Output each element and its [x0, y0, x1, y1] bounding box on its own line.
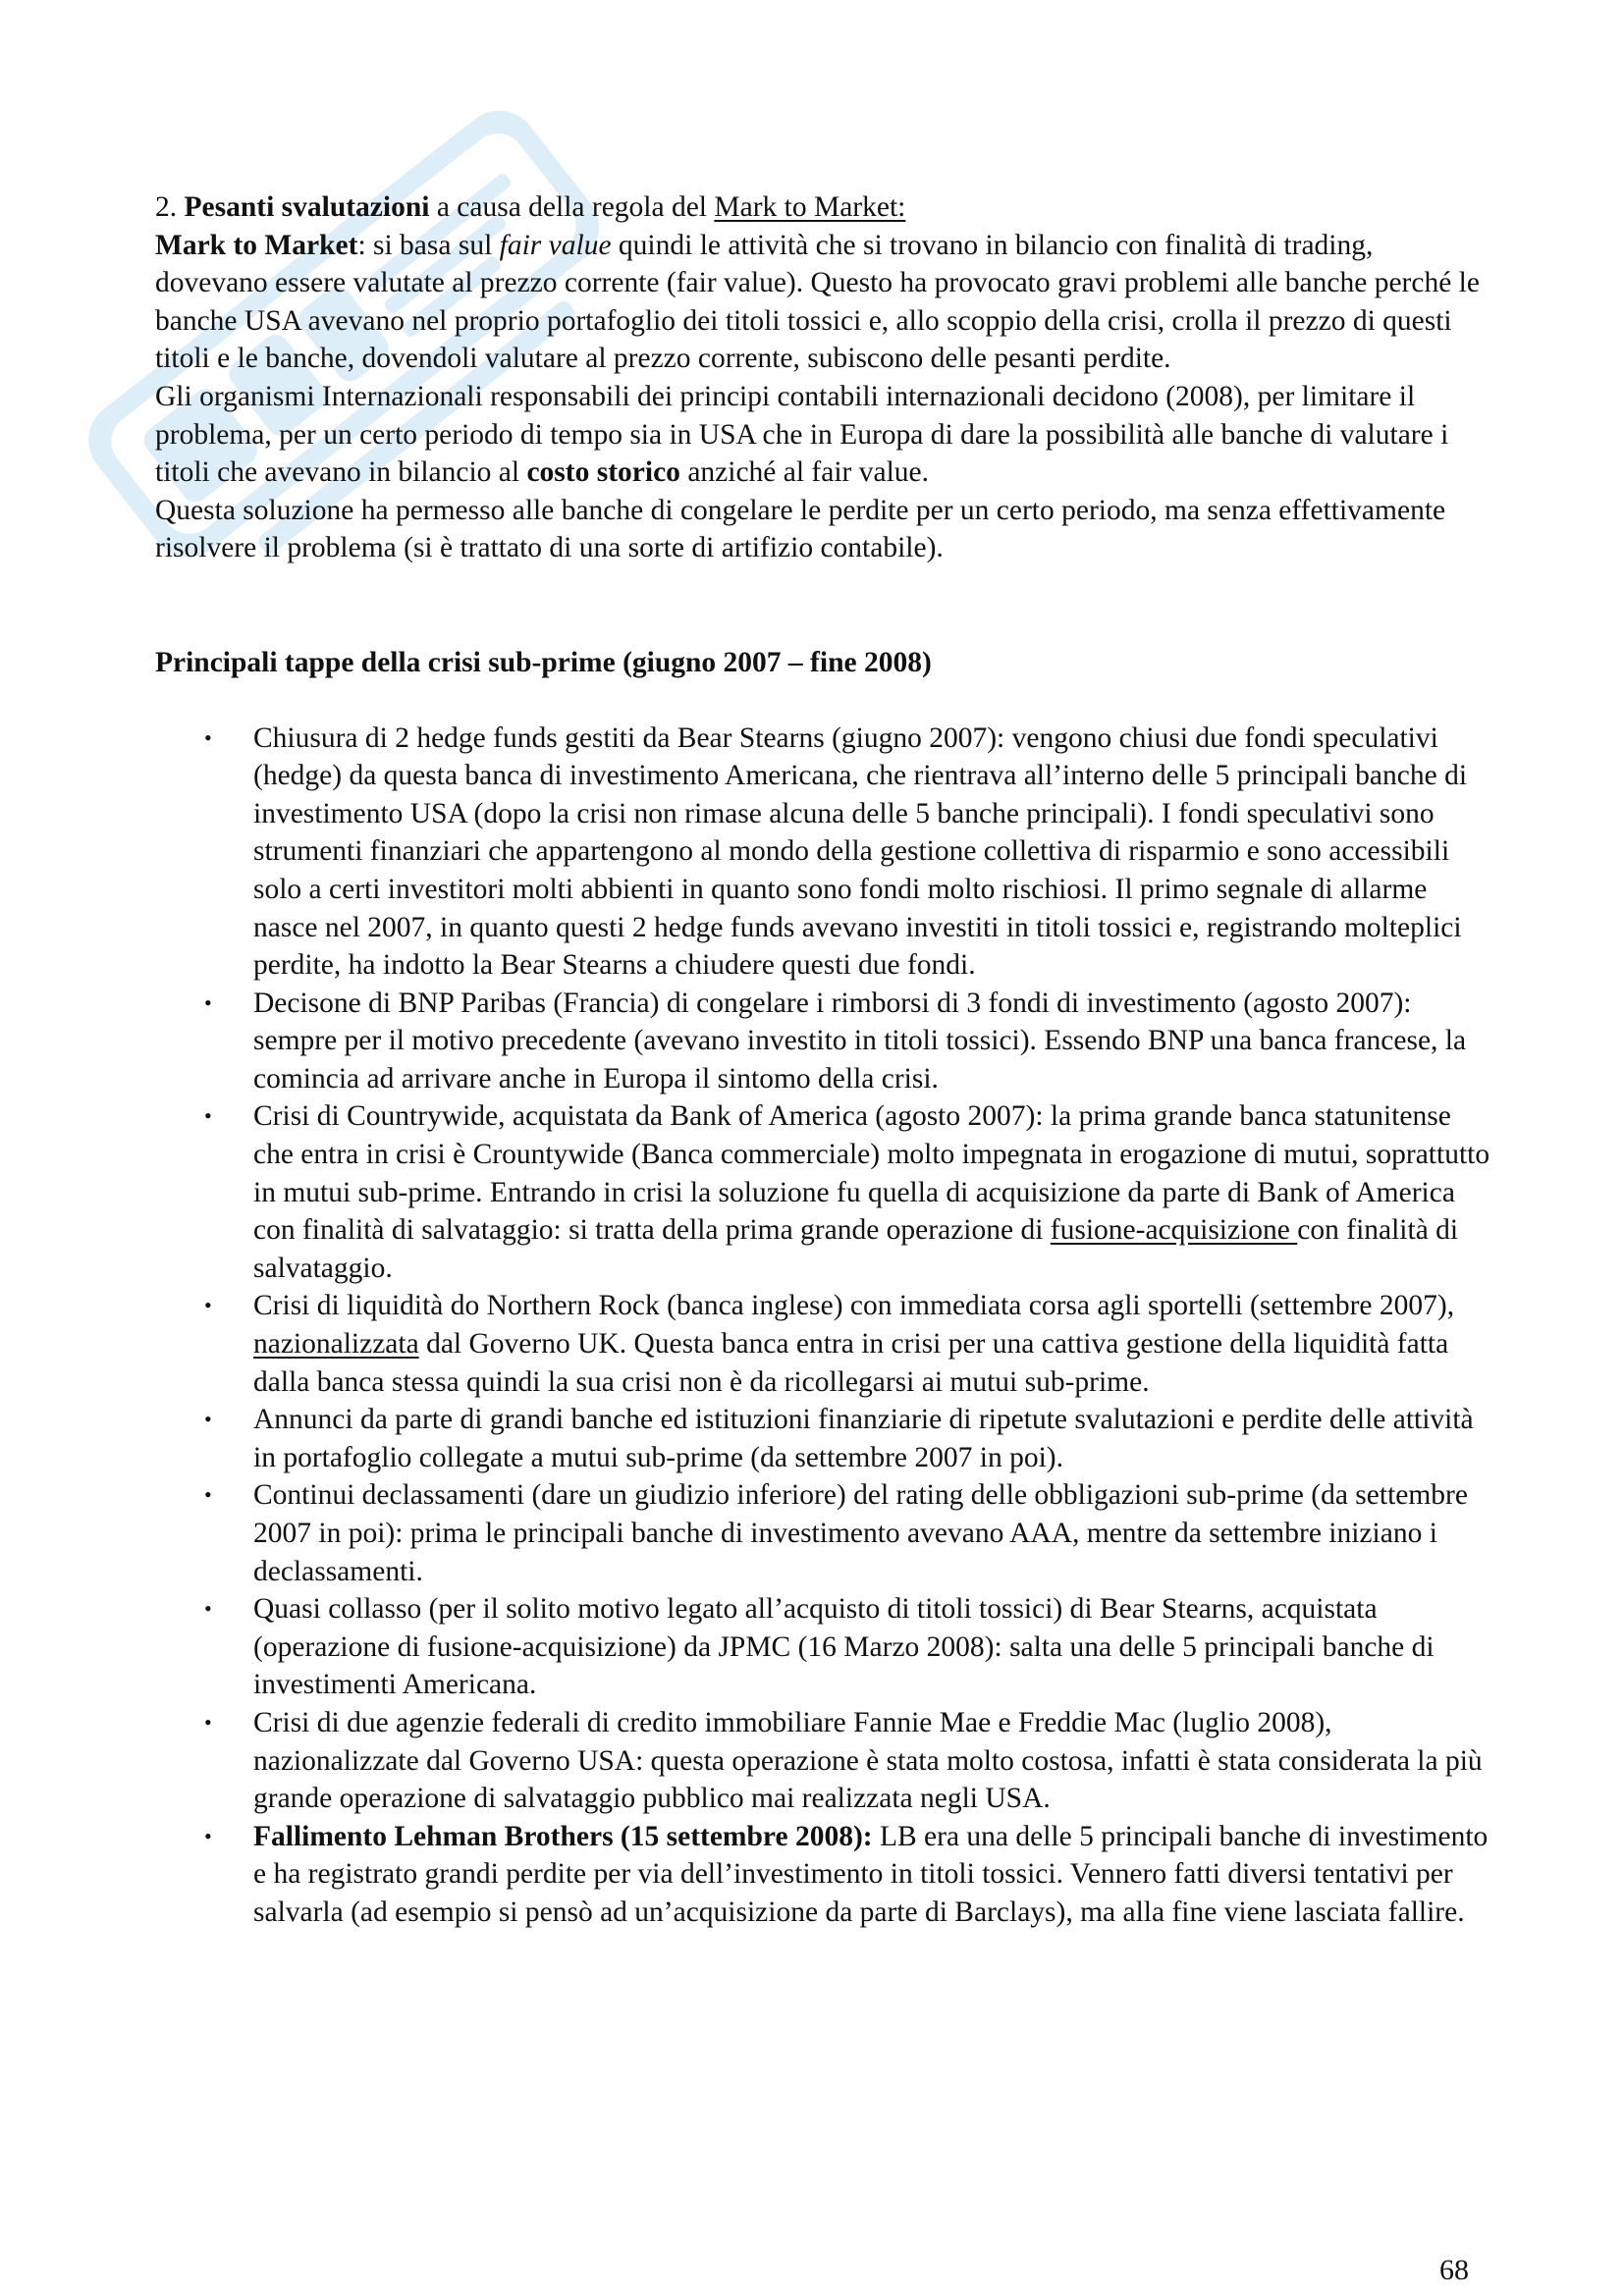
list-item: • Crisi di Countrywide, acquistata da Bank of America (agosto 2007): la prima grande banca statunitense che entra in crisi è Crountywide (Banca commerciale) molto impegnata in erogazione di mutui, soprattutto in mutui sub-prime. Entrando in crisi la soluzione fu quella di acquisizione da parte di Bank of America con finalità di salvataggio: si tratta della prima grande operazione di fusione-acquisizione con finalità di salvataggio.: [155, 1097, 1490, 1287]
list-item: • Chiusura di 2 hedge funds gestiti da Bear Stearns (giugno 2007): vengono chiusi due fondi speculativi (hedge) da questa banca di investimento Americana, che rientrava all’interno delle 5 principali banche di investimento USA (dopo la crisi non rimase alcuna delle 5 banche principali). I fondi speculativi sono strumenti finanziari che appartengono al mondo della gestione collettiva di risparmio e sono accessibili solo a certi investitori molti abbienti in quanto sono fondi molto rischiosi. Il primo segnale di allarme nasce nel 2007, in quanto questi 2 hedge funds avevano investiti in titoli tossici e, registrando molteplici perdite, ha indotto la Bear Stearns a chiudere questi due fondi.: [155, 720, 1490, 985]
bullet-icon: •: [204, 1709, 212, 1735]
list-item: • Decisone di BNP Paribas (Francia) di congelare i rimborsi di 3 fondi di investimento (agosto 2007): sempre per il motivo precedente (avevano investito in titoli tossici). Essendo BNP una banca francese, la comincia ad arrivare anche in Europa il sintomo della crisi.: [155, 985, 1490, 1098]
bullet-icon: •: [204, 1823, 212, 1848]
mark-to-market-paragraph: Mark to Market: si basa sul fair value quindi le attività che si trovano in bilancio con finalità di trading, dovevano essere valutate al prezzo corrente (fair value). Questo ha provocato gravi problemi alle banche perché le banche USA avevano nel proprio portafoglio dei titoli tossici e, allo scoppio della crisi, crolla il prezzo di questi titoli e le banche, dovendoli valutare al prezzo corrente, subiscono delle pesanti perdite.: [155, 229, 1480, 375]
page-number: 68: [1439, 2254, 1469, 2286]
section-2-title-bold: Pesanti svalutazioni: [184, 191, 430, 223]
mark-to-market-link: Mark to Market:: [714, 191, 906, 223]
list-item: • Crisi di due agenzie federali di credito immobiliare Fannie Mae e Freddie Mac (luglio 2008), nazionalizzate dal Governo USA: questa operazione è stata molto costosa, infatti è stata considerata la più grande operazione di salvataggio pubblico mai realizzata negli USA.: [155, 1704, 1490, 1818]
list-item: • Annunci da parte di grandi banche ed istituzioni finanziarie di ripetute svalutazioni e perdite delle attività in portafoglio collegate a mutui sub-prime (da settembre 2007 in poi).: [155, 1401, 1490, 1476]
document-page: [155, 188, 1490, 1932]
crisis-milestones-list: [155, 720, 1490, 1932]
list-item: • Crisi di liquidità do Northern Rock (banca inglese) con immediata corsa agli sportelli (settembre 2007), nazionalizzata dal Governo UK. Questa banca entra in crisi per una cattiva gestione della liquidità fatta dalla banca stessa quindi la sua crisi non è da ricollegarsi ai mutui sub-prime.: [155, 1287, 1490, 1401]
mark-to-market-label: Mark to Market: [155, 229, 358, 261]
bullet-icon: •: [204, 1103, 212, 1129]
lehman-title: Fallimento Lehman Brothers (15 settembre 2008):: [253, 1820, 873, 1852]
nazionalizzata-link: nazionalizzata: [253, 1328, 419, 1361]
paragraph-organismi: Gli organismi Internazionali responsabili dei principi contabili internazionali decidono (2008), per limitare il problema, per un certo periodo di tempo sia in USA che in Europa di dare la possibilità alle banche di valutare i titoli che avevano in bilancio al costo storico anziché al fair value.: [155, 380, 1449, 489]
section-2-title: 2. Pesanti svalutazioni a causa della regola del Mark to Market:: [155, 191, 906, 223]
bullet-icon: •: [204, 989, 212, 1015]
bullet-icon: •: [204, 1407, 212, 1432]
list-item: • Quasi collasso (per il solito motivo legato all’acquisto di titoli tossici) di Bear Stearns, acquistata (operazione di fusione-acquisizione) da JPMC (16 Marzo 2008): salta una delle 5 principali banche di investimenti Americana.: [155, 1590, 1490, 1704]
paragraph-soluzione: Questa soluzione ha permesso alle banche di congelare le perdite per un certo periodo, ma senza effettivamente risolvere il problema (si è trattato di una sorte di artifizio contabile).: [155, 494, 1446, 564]
bullet-icon: •: [204, 1482, 212, 1508]
list-item: • Continui declassamenti (dare un giudizio inferiore) del rating delle obbligazioni sub-prime (da settembre 2007 in poi): prima le principali banche di investimento avevano AAA, mentre da settembre iniziano i declassamenti.: [155, 1476, 1490, 1590]
costo-storico-term: costo storico: [526, 456, 680, 489]
list-item: • Fallimento Lehman Brothers (15 settembre 2008): LB era una delle 5 principali banche di investimento e ha registrato grandi perdite per via dell’investimento in titoli tossici. Vennero fatti diversi tentativi per salvarla (ad esempio si pensò ad un’acquisizione da parte di Barclays), ma alla fine viene lasciata fallire.: [155, 1818, 1490, 1932]
bullet-icon: •: [204, 1293, 212, 1318]
bullet-icon: •: [204, 724, 212, 750]
fair-value-term: fair value: [499, 229, 612, 261]
bullet-icon: •: [204, 1596, 212, 1622]
section-heading: Principali tappe della crisi sub-prime (giugno 2007 – fine 2008): [155, 646, 932, 678]
fusione-acquisizione-link: fusione-acquisizione: [1050, 1214, 1298, 1247]
